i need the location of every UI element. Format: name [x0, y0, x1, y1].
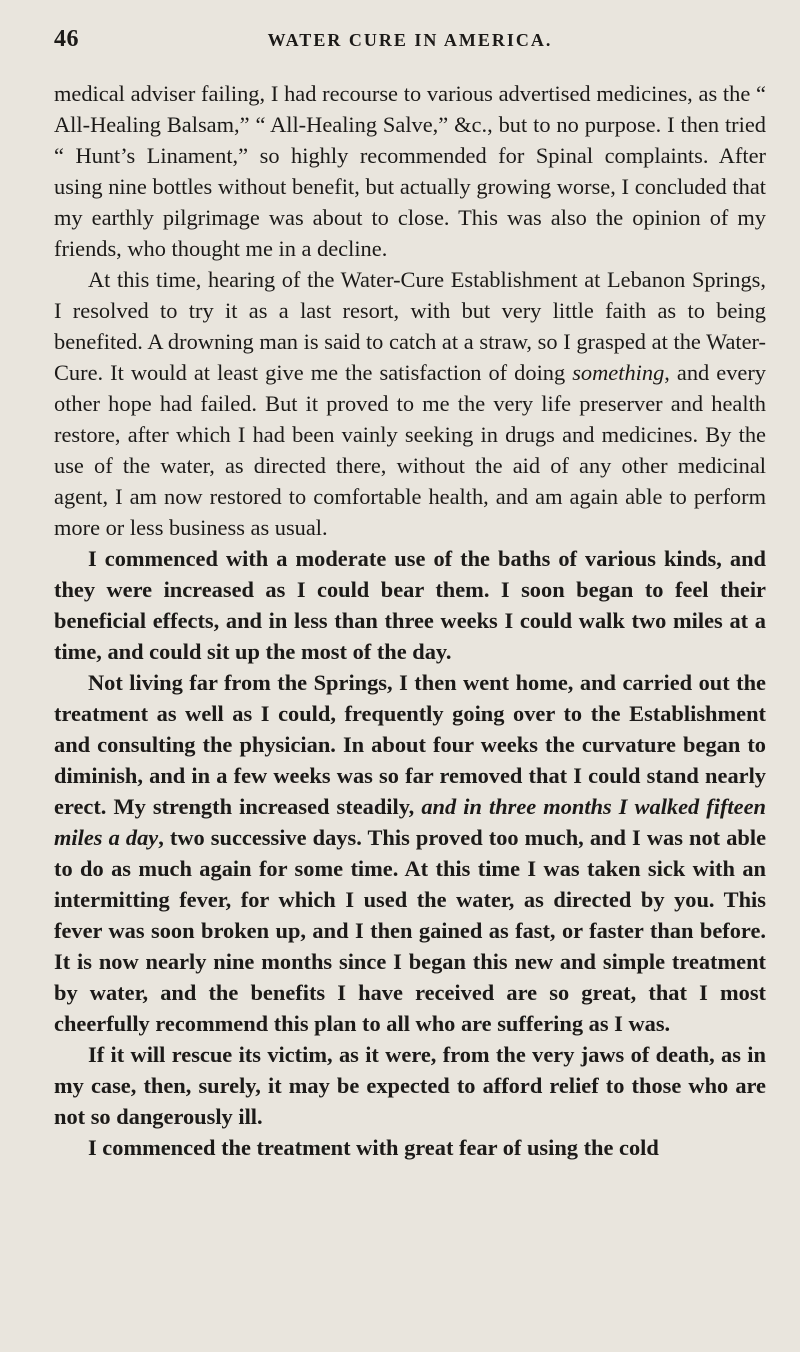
emphasis-text: and in three months I walked fifteen miles a day — [54, 794, 766, 850]
paragraph-text: If it will rescue its victim, as it were, from the very jaws of death, as in my case, then, surely, it may be expected to afford relief to those who are not so dangerously ill. — [54, 1042, 766, 1129]
emphasis-text: something — [572, 360, 665, 385]
body-text — [54, 78, 766, 1163]
paragraph-3 — [54, 543, 766, 667]
paragraph-text: Not living far from the Springs, I then went home, and carried out the treatment as well as I could, frequently going over to the Establishment and consulting the physician. In about four weeks the curvature began to diminish, and in a few weeks was so far removed that I could stand nearly erect. My strength increased steadily, — [54, 670, 766, 819]
running-title: WATER CURE IN AMERICA. — [267, 30, 553, 50]
paragraph-text: , and every other hope had failed. But it proved to me the very life preserver and health restore, after which I had been vainly seeking in drugs and medicines. By the use of the water, as directed there, without the aid of any other medicinal agent, I am now restored to comfortable health, and am again able to perform more or less business as usual. — [54, 360, 766, 540]
page-number: 46 — [54, 26, 79, 52]
paragraph-text: At this time, hearing of the Water-Cure Establishment at Lebanon Springs, I resolved to try it as a last resort, with but very little faith as to being benefited. A drowning man is said to catch at a straw, so I grasped at the Water-Cure. It would at least give me the satisfaction of doing — [54, 267, 766, 385]
paragraph-text: I commenced with a moderate use of the baths of various kinds, and they were increased as I could bear them. I soon began to feel their beneficial effects, and in less than three weeks I could walk two miles at a time, and could sit up the most of the day. — [54, 546, 766, 664]
paragraph-4 — [54, 667, 766, 1039]
running-header — [54, 26, 766, 56]
paragraph-1 — [54, 78, 766, 264]
paragraph-6 — [54, 1132, 766, 1163]
paragraph-text: I commenced the treatment with great fear of using the cold — [88, 1135, 659, 1160]
paragraph-text: medical adviser failing, I had recourse to various advertised medicines, as the “ All-Healing Balsam,” “ All-Healing Salve,” &c., but to no purpose. I then tried “ Hunt’s Linament,” so highly recommended for Spinal complaints. After using nine bottles without benefit, but actually growing worse, I concluded that my earthly pilgrimage was about to close. This was also the opinion of my friends, who thought me in a decline. — [54, 81, 766, 261]
paragraph-5 — [54, 1039, 766, 1132]
paragraph-2 — [54, 264, 766, 543]
paragraph-text: , two successive days. This proved too much, and I was not able to do as much again for some time. At this time I was taken sick with an intermitting fever, for which I used the water, as directed by you. This fever was soon broken up, and I then gained as fast, or faster than before. It is now nearly nine months since I began this new and simple treatment by water, and the benefits I have received are so great, that I most cheerfully recommend this plan to all who are suffering as I was. — [54, 825, 767, 1036]
